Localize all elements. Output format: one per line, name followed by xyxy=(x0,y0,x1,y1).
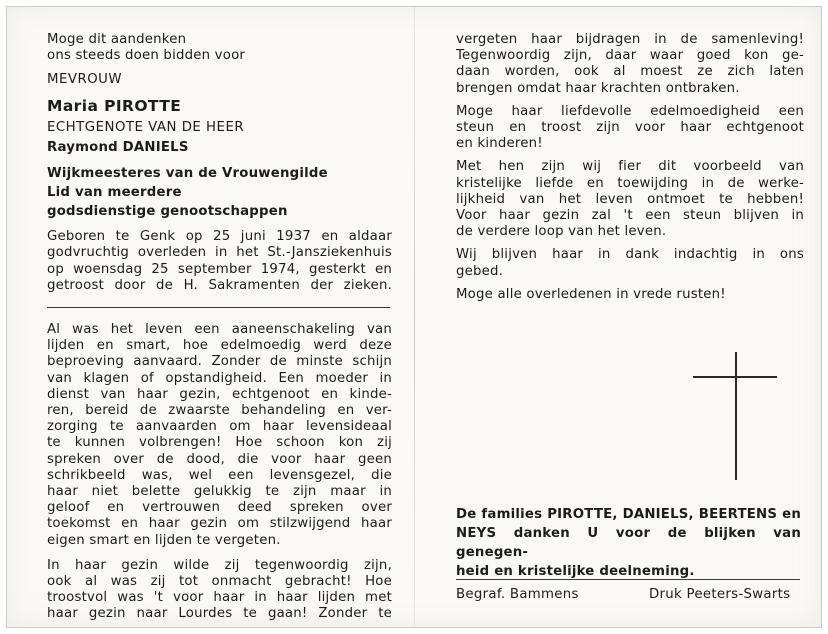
right-page xyxy=(456,32,804,303)
text-line: zorging te aanvaarden om haar levensideaal xyxy=(47,419,392,435)
text-line: Moge alle overledenen in vrede rusten! xyxy=(456,286,726,302)
paragraph xyxy=(456,247,804,279)
text-line: eigen smart en lijden te vergeten. xyxy=(47,532,281,548)
text-line: beproeving aanvaard. Zonder de minste schijn xyxy=(47,354,392,370)
text-line: Geboren te Genk op 25 juni 1937 en aldaar xyxy=(47,229,392,245)
text-line: Moge haar liefdevolle edelmoedigheid een xyxy=(456,103,804,119)
text-line: haar gezin naar Lourdes te gaan! Zonder te xyxy=(47,606,392,622)
text-line: ren, bereid de zwaarste behandeling en ver- xyxy=(47,403,392,419)
footer-divider xyxy=(456,579,800,580)
text-line: heid en kristelijke deelneming. xyxy=(456,564,695,579)
text-line: lijkheid van het leven ontmoet te hebben! xyxy=(456,191,804,207)
paragraph xyxy=(456,159,804,240)
undertaker-credit: Begraf. Bammens xyxy=(456,587,579,602)
text-line: Al was het leven een aaneenschakeling van xyxy=(47,322,392,337)
divider-line xyxy=(47,307,390,308)
deceased-name: Maria PIROTTE xyxy=(47,96,182,115)
text-line: steun en troost zijn voor haar echtgenoot xyxy=(456,120,804,136)
role-line: Wijkmeesteres van de Vrouwengilde xyxy=(47,166,328,182)
family-thanks xyxy=(456,505,801,581)
printer-credit: Druk Peeters-Swarts xyxy=(649,587,791,602)
left-page-body xyxy=(47,322,392,623)
text-line: daan worden, ook al moest ze zich laten xyxy=(456,64,804,80)
birth-death-text xyxy=(47,229,392,294)
card-fold xyxy=(414,6,415,626)
paragraph xyxy=(456,32,804,97)
title-prefix: MEVROUW xyxy=(47,72,123,88)
text-line: brengen omdat haar krachten ontbraken. xyxy=(456,80,740,96)
left-page xyxy=(47,32,392,294)
role-line: Lid van meerdere xyxy=(47,185,182,201)
paragraph xyxy=(47,558,392,623)
text-line: ook al was zij tot onmacht gebracht! Hoe xyxy=(47,574,392,590)
text-line: Met hen zijn wij fier dit voorbeeld van xyxy=(456,159,804,175)
text-line: Wij blijven haar in dank indachtig in ons xyxy=(456,247,804,263)
text-line: In haar gezin wilde zij tegenwoordig zijn, xyxy=(47,557,392,573)
text-line: getroost door de H. Sakramenten der zieken. xyxy=(47,277,392,293)
text-line: te kunnen volbrengen! Hoe schoon kon zij xyxy=(47,435,392,451)
text-line: van klagen of opstandigheid. Een moeder in xyxy=(47,370,392,386)
text-line: NEYS danken U voor de blijken van genegen- xyxy=(456,526,801,560)
text-line: de verdere loop van het leven. xyxy=(456,224,667,240)
text-line: en kinderen! xyxy=(456,136,543,152)
text-line: spreken over de dood, die voor haar geen xyxy=(47,451,392,467)
text-line: Voor haar gezin zal 't een steun blijven in xyxy=(456,208,804,224)
text-line: kristelijke liefde en toewijding in de werke- xyxy=(456,175,804,191)
paragraph xyxy=(456,104,804,153)
cross-icon xyxy=(735,352,737,480)
intro-line: Moge dit aandenken xyxy=(47,32,187,47)
paragraph xyxy=(456,287,804,303)
paragraph xyxy=(47,322,392,549)
text-line: schrikbeeld was, wel een levensgezel, die xyxy=(47,467,392,483)
text-line: op woensdag 25 september 1974, gesterkt en xyxy=(47,261,392,277)
intro-line: ons steeds doen bidden voor xyxy=(47,48,246,64)
text-line: vergeten haar bijdragen in de samenleving! xyxy=(456,32,804,47)
text-line: toekomst en haar gezin om stilzwijgend haar xyxy=(47,516,392,532)
text-line: dienst van haar gezin, echtgenoot en kinde- xyxy=(47,386,392,402)
text-line: troostvol was 't voor haar in haar lijden met xyxy=(47,590,392,606)
spouse-label: ECHTGENOTE VAN DE HEER xyxy=(47,119,245,135)
text-line: geloof en vertrouwen deed spreken over xyxy=(47,500,392,516)
text-line: godvruchtig overleden in het St.-Jansziekenhuis xyxy=(47,245,392,261)
text-line: gebed. xyxy=(456,263,504,279)
spouse-name: Raymond DANIELS xyxy=(47,140,189,156)
text-line: Tegenwoordig zijn, daar waar goed kon ge- xyxy=(456,48,804,64)
text-line: De families PIROTTE, DANIELS, BEERTENS en xyxy=(456,507,801,522)
cross-icon-bar xyxy=(693,376,777,378)
role-line: godsdienstige genootschappen xyxy=(47,204,288,220)
roles xyxy=(47,164,392,221)
text-line: lijden en smart, hoe edelmoedig werd deze xyxy=(47,338,392,354)
text-line: haar niet belette gelukkig te zijn maar in xyxy=(47,484,392,500)
